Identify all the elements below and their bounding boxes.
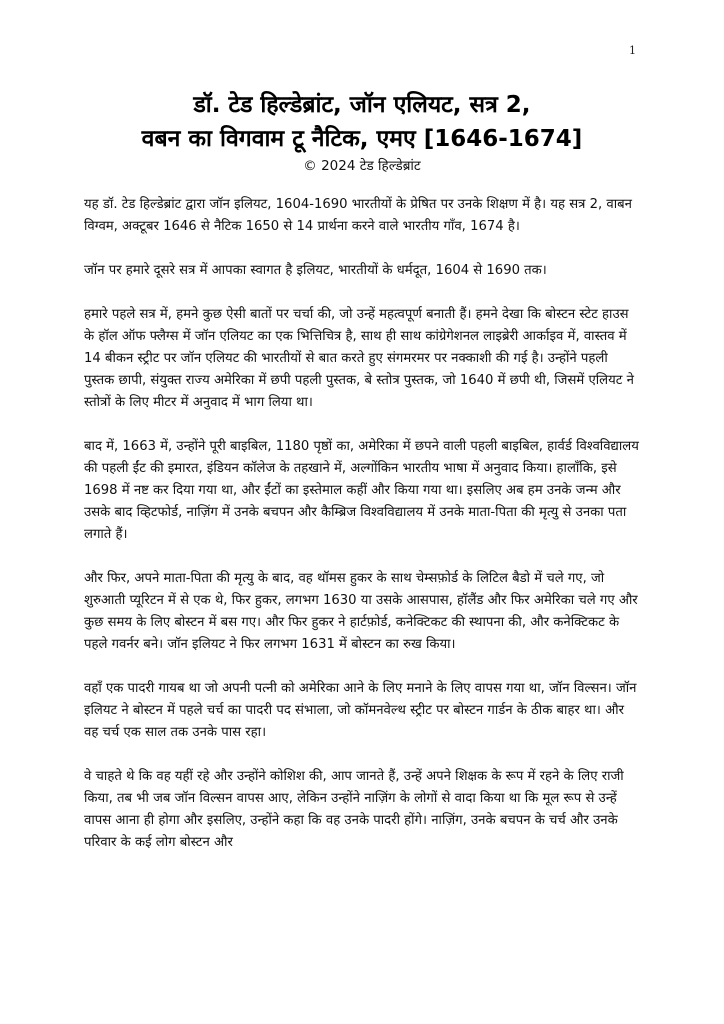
document-header xyxy=(60,88,664,176)
document-body xyxy=(84,194,640,876)
title-line-2: वबन का विगवाम टू नैटिक, एमए [1646-1674] xyxy=(141,126,583,152)
title-line-1: डॉ. टेड हिल्डेब्रांट, जॉन एलियट, सत्र 2, xyxy=(193,92,531,118)
paragraph-welcome: जॉन पर हमारे दूसरे सत्र में आपका स्वागत है इलियट, भारतीयों के धर्मदूत, 1604 से 1690 तक। xyxy=(84,263,547,278)
paragraph-first-session-recap: हमारे पहले सत्र में, हमने कुछ ऐसी बातों पर चर्चा की, जो उन्हें महत्वपूर्ण बनाती हैं। हमने देखा कि बोस्टन स्टेट हाउस के हॉल ऑफ फ्लैग्स में जॉन एलियट का एक भित्तिचित्र है, साथ ही साथ कांग्रेगेशनल लाइब्रेरी आर्काइव में, वास्तव में 14 बीकन स्ट्रीट पर जॉन एलियट की भारतीयों से बात करते हुए संगमरमर पर नक्काशी की गई है। उन्होंने पहली पुस्तक छापी, संयुक्त राज्य अमेरिका में छपी पहली पुस्तक, बे स्तोत्र पुस्तक, जो 1640 में छपी थी, जिसमें एलियट ने स्तोत्रों के लिए मीटर में अनुवाद में भाग लिया था। xyxy=(84,307,634,410)
paragraph-boston-church: वहाँ एक पादरी गायब था जो अपनी पत्नी को अमेरिका आने के लिए मनाने के लिए वापस गया था, जॉन विल्सन। जॉन इलियट ने बोस्टन में पहले चर्च का पादरी पद संभाला, जो कॉमनवेल्थ स्ट्रीट पर बोस्टन गार्डन के ठीक बाहर था। और वह चर्च एक साल तक उनके पास रहा। xyxy=(84,681,637,740)
copyright-notice: © 2024 टेड हिल्डेब्रांट xyxy=(303,158,421,174)
paragraph-nazeing-promise: वे चाहते थे कि वह यहीं रहे और उन्होंने कोशिश की, आप जानते हैं, उन्हें अपने शिक्षक के रूप में रहने के लिए राजी किया, तब भी जब जॉन विल्सन वापस आए, लेकिन उन्होंने नाज़िंग के लोगों से वादा किया था कि मूल रूप से उन्हें वापस आना ही होगा और इसलिए, उन्होंने कहा कि वह उनके पादरी होंगे। नाज़िंग, उनके बचपन के चर्च और उनके परिवार के कई लोग बोस्टन और xyxy=(84,769,624,850)
paragraph-hooker-move: और फिर, अपने माता-पिता की मृत्यु के बाद, वह थॉमस हुकर के साथ चेम्सफ़ोर्ड के लिटिल बैडो में चले गए, जो शुरुआती प्यूरिटन में से एक थे, फिर हुकर, लगभग 1630 या उसके आसपास, हॉलैंड और फिर अमेरिका चले गए और कुछ समय के लिए बोस्टन में बस गए। और फिर हुकर ने हार्टफ़ोर्ड, कनेक्टिकट की स्थापना की, और कनेक्टिकट के पहले गवर्नर बने। जॉन इलियट ने फिर लगभग 1631 में बोस्टन का रुख किया। xyxy=(84,571,638,652)
paragraph-intro: यह डॉ. टेड हिल्डेब्रांट द्वारा जॉन इलियट, 1604-1690 भारतीयों के प्रेषित पर उनके शिक्षण में है। यह सत्र 2, वाबन विग्वम, अक्टूबर 1646 से नैटिक 1650 से 14 प्रार्थना करने वाले भारतीय गाँव, 1674 है। xyxy=(84,197,632,234)
page-number: 1 xyxy=(629,44,636,57)
paragraph-bible-translation: बाद में, 1663 में, उन्होंने पूरी बाइबिल, 1180 पृष्ठों का, अमेरिका में छपने वाली पहली बाइबिल, हार्वर्ड विश्वविद्यालय की पहली ईंट की इमारत, इंडियन कॉलेज के तहखाने में, अल्गोंकिन भारतीय भाषा में अनुवाद किया। हालाँकि, इसे 1698 में नष्ट कर दिया गया था, और ईंटों का इस्तेमाल कहीं और किया गया था। इसलिए अब हम उनके जन्म और उसके बाद व्हिटफोर्ड, नाज़िंग में उनके बचपन और कैम्ब्रिज विश्वविद्यालय में उनके माता-पिता की मृत्यु से उनका पता लगाते हैं। xyxy=(84,439,639,542)
